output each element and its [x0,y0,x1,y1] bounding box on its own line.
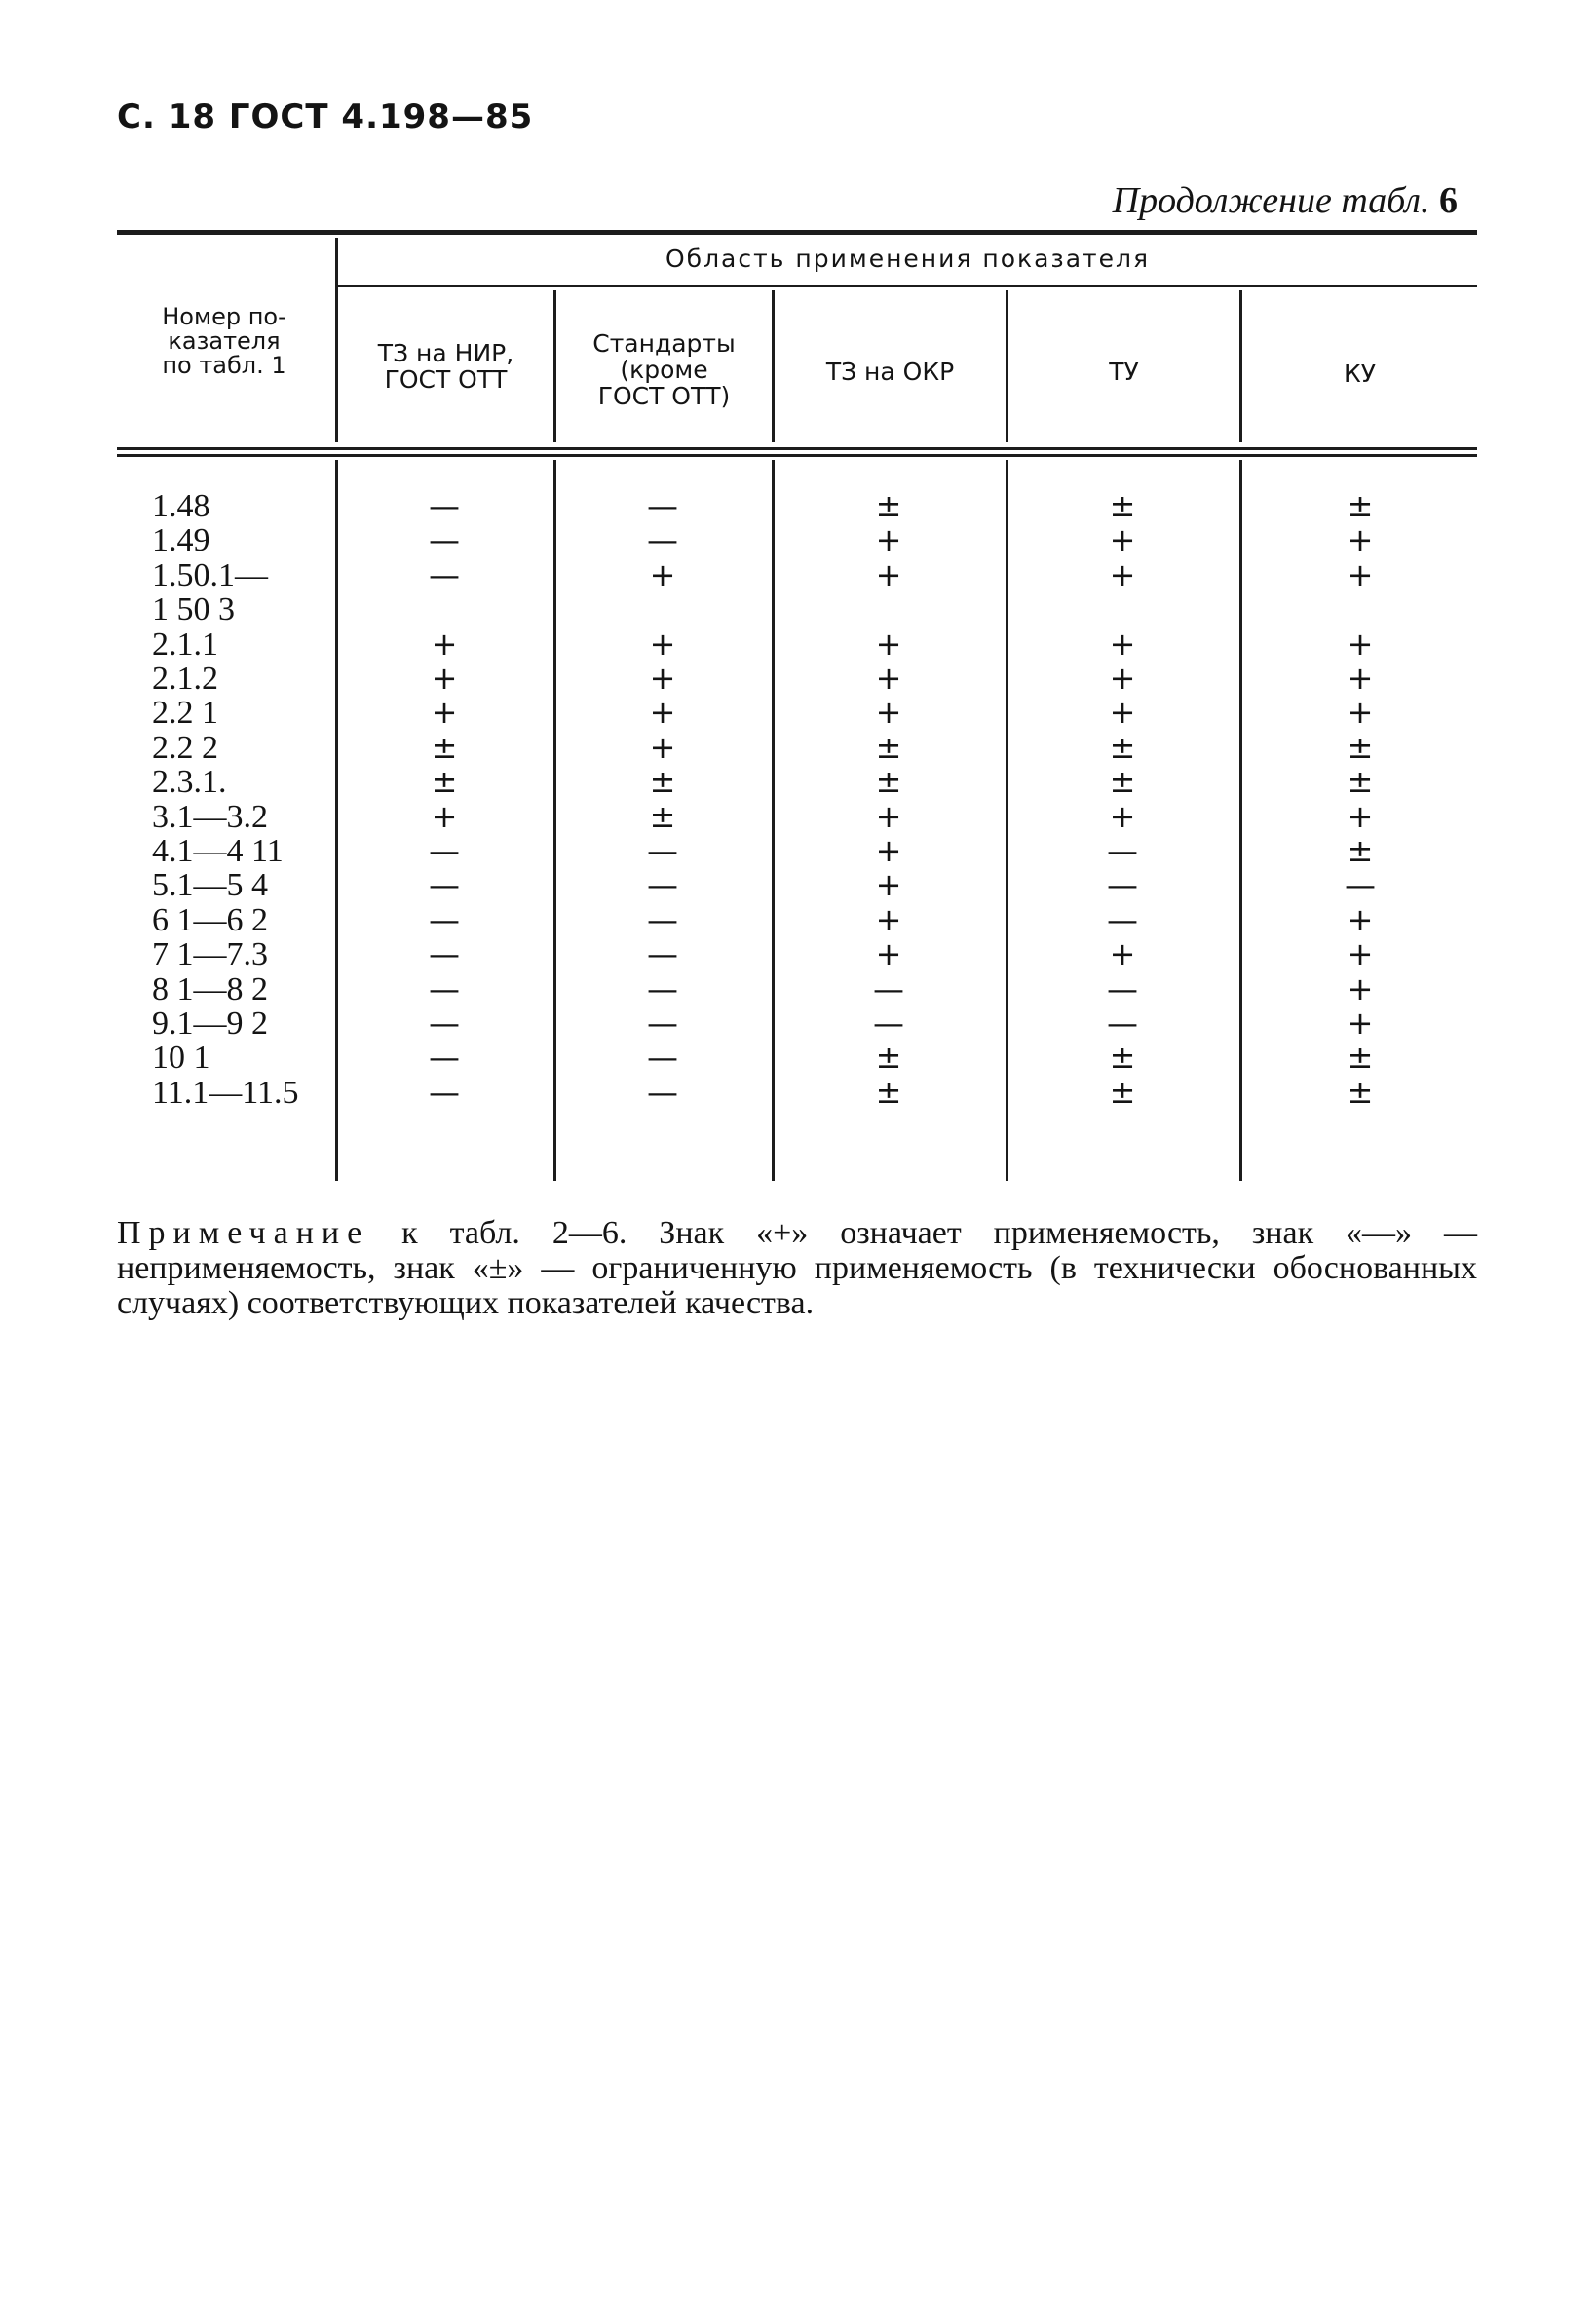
table-cell: ± [431,763,458,801]
table-cell: ± [431,728,458,766]
row-header-line-1: Номер по- [162,303,286,330]
table-cell: ± [1347,832,1374,869]
table-cell: — [1107,832,1138,869]
table-cell: ± [875,728,902,766]
column-header-tu-line-1: ТУ [1109,358,1139,386]
table-cell: ± [1109,728,1136,766]
row-header [117,305,331,378]
table-cell: ± [1109,1073,1136,1111]
table-cell: + [1109,660,1136,697]
note-label: Примечание [117,1215,370,1251]
row-number: 9.1—9 2 [152,1006,268,1042]
column-header-tz-nir [338,340,553,393]
table-cell: — [429,1039,460,1077]
body-divider-3 [1006,460,1008,1181]
page-header: С. 18 ГОСТ 4.198—85 [117,97,534,136]
table-cell: — [873,969,904,1007]
row-number: 5.1—5 4 [152,867,268,904]
body-divider-2 [772,460,775,1181]
row-number: 2.1.2 [152,661,218,697]
table-cell: — [429,900,460,938]
table-cell: — [1107,969,1138,1007]
table-cell: ± [1347,763,1374,801]
table-cell: + [1109,555,1136,593]
table-cell: + [875,660,902,697]
table-cell: — [429,521,460,559]
table-cell: + [1109,625,1136,663]
table-cell: — [429,832,460,869]
table-cell: — [647,1039,678,1077]
table-cell: ± [1347,1039,1374,1077]
table-cell: + [1109,521,1136,559]
table-cell: + [875,521,902,559]
table-continuation-label [1113,179,1458,222]
table-cell: + [875,625,902,663]
table-cell: ± [875,487,902,524]
row-number: 1.49 [152,522,210,559]
table-cell: ± [1347,487,1374,524]
table-cell: — [1107,900,1138,938]
column-header-standards-line-2: (кроме [620,356,708,384]
table-cell: + [875,866,902,904]
table-cell: + [875,900,902,938]
table-cell: ± [1347,1073,1374,1111]
table-cell: + [649,625,676,663]
table-cell: + [1347,1005,1374,1042]
row-header-line-2: казателя [168,327,281,355]
table-cell: — [647,487,678,524]
table-cell: + [875,832,902,869]
table-cell: — [647,900,678,938]
row-number: 1.50.1— [152,556,268,593]
table-cell: + [1347,660,1374,697]
table-cell: — [1107,866,1138,904]
table-note [117,1216,1477,1321]
row-number: 2.2 2 [152,729,218,766]
table-cell: — [647,1073,678,1111]
row-number: 2.2 1 [152,695,218,732]
row-number: 8 1—8 2 [152,970,268,1007]
table-cell: — [429,866,460,904]
table-cell: + [1347,625,1374,663]
table-cell: — [1345,866,1376,904]
continuation-number: 6 [1439,180,1458,221]
group-header: Область применения показателя [665,245,1151,273]
table-cell: ± [875,763,902,801]
table-cell: — [429,935,460,973]
table-cell: + [1347,797,1374,835]
table-cell: + [431,694,458,732]
column-header-ku [1242,361,1477,387]
body-divider-1 [553,460,556,1181]
row-number: 2.3.1. [152,764,227,801]
table-cell: — [647,935,678,973]
table-cell: + [649,555,676,593]
table-cell: + [1109,797,1136,835]
row-number: 11.1—11.5 [152,1074,299,1111]
column-header-standards-line-1: Стандарты [592,329,736,358]
table-cell: + [875,935,902,973]
table-cell: + [649,660,676,697]
column-header-ku-line-1: КУ [1344,360,1376,388]
table-cell: ± [875,1039,902,1077]
note-text: к табл. 2—6. Знак «+» означает применяемость, знак «—» — неприменяемость, знак «±» — ограниченную применяемость (в технически обоснованных случаях) соответствующих показателей качества. [117,1215,1477,1321]
table-cell: — [429,1073,460,1111]
row-number: 7 1—7.3 [152,936,268,973]
table-cell: ± [649,797,676,835]
table-cell: + [875,797,902,835]
table-cell: + [1347,694,1374,732]
table-top-rule [117,230,1477,235]
table-cell: — [429,487,460,524]
column-header-tz-nir-line-1: ТЗ на НИР, [377,339,514,367]
table-cell: — [429,969,460,1007]
row-number: 10 1 [152,1040,210,1077]
table-cell: + [875,694,902,732]
column-header-tz-okr [775,359,1006,385]
row-number: 4.1—4 11 [152,833,284,869]
table-cell: ± [649,763,676,801]
table-cell: + [1347,900,1374,938]
body-divider-4 [1239,460,1242,1181]
column-header-tu [1008,359,1239,385]
table-cell: + [431,625,458,663]
table-cell: ± [1109,763,1136,801]
table-cell: — [429,1005,460,1042]
header-bottom-rule-2 [117,454,1477,457]
table-cell: — [873,1005,904,1042]
table-cell: — [1107,1005,1138,1042]
table-cell: — [647,866,678,904]
table-cell: — [647,832,678,869]
row-number: 6 1—6 2 [152,901,268,938]
table-cell: + [1347,555,1374,593]
row-number: 1.48 [152,488,210,524]
row-number: 2.1.1 [152,626,218,663]
group-header-rule [335,285,1477,287]
table-cell: + [1347,521,1374,559]
table-cell: + [1109,935,1136,973]
table-cell: ± [1109,1039,1136,1077]
column-header-standards [556,330,772,409]
table-cell: + [1347,935,1374,973]
column-header-tz-nir-line-2: ГОСТ ОТТ [384,365,508,394]
table-cell: ± [1347,728,1374,766]
continuation-text: Продолжение табл. [1112,180,1430,221]
table-cell: ± [1109,487,1136,524]
table-cell: + [875,555,902,593]
table-cell: ± [875,1073,902,1111]
body-divider-0 [335,460,338,1181]
table-cell: — [647,1005,678,1042]
table-cell: — [647,521,678,559]
column-header-tz-okr-line-1: ТЗ на ОКР [825,358,955,386]
row-header-line-3: по табл. 1 [162,352,286,379]
row-number: 3.1—3.2 [152,798,268,835]
table-cell: — [429,555,460,593]
table-cell: + [1347,969,1374,1007]
table-cell: + [1109,694,1136,732]
row-number: 1 50 3 [152,591,235,628]
table-cell: + [431,660,458,697]
table-cell: — [647,969,678,1007]
header-bottom-rule-1 [117,447,1477,450]
table-cell: + [649,728,676,766]
table-cell: + [431,797,458,835]
table-cell: + [649,694,676,732]
column-header-standards-line-3: ГОСТ ОТТ) [597,382,731,410]
